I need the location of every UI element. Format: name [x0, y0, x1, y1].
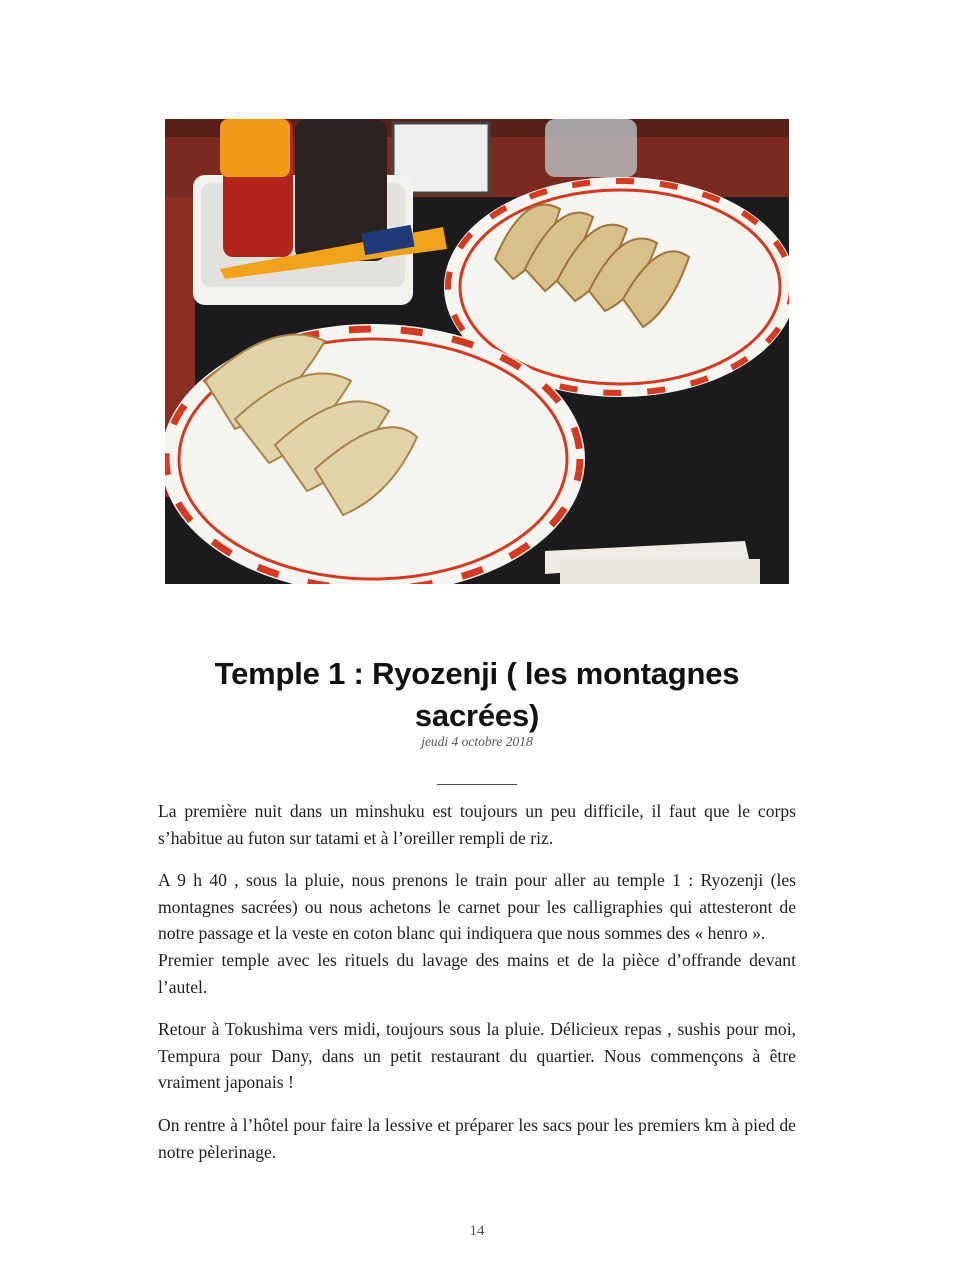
- article-date: jeudi 4 octobre 2018: [421, 734, 533, 749]
- title-line-1: Temple 1 : Ryozenji ( les montagnes: [214, 656, 740, 691]
- gyoza-plates-photo: [165, 119, 789, 584]
- paragraph: On rentre à l’hôtel pour faire la lessive et préparer les sacs pour les premiers km à pied de notre pèlerinage.: [158, 1114, 796, 1162]
- paragraph: Retour à Tokushima vers midi, toujours sous la pluie. Délicieux repas , sushis pour moi, Tempura pour Dany, dans un petit restaurant du quartier. Nous commençons à être vraiment japonais !: [158, 1019, 796, 1093]
- article-title: [160, 653, 794, 737]
- separator-line: __________: [437, 770, 517, 787]
- paragraph: A 9 h 40 , sous la pluie, nous prenons le train pour aller au temple 1 : Ryozenji (les montagnes sacrées) ou nous achetons le carnet pour les calligraphies qui attesteront de notre passage et la veste en coton blanc qui indiquera que nous sommes des « henro ».: [158, 870, 796, 944]
- title-line-2: sacrées): [414, 698, 540, 733]
- article-body: [158, 798, 796, 1165]
- page-number: 14: [469, 1223, 485, 1239]
- paragraph: La première nuit dans un minshuku est toujours un peu difficile, il faut que le corps s’habitue au futon sur tatami et à l’oreiller rempli de riz.: [158, 801, 796, 848]
- paragraph: Premier temple avec les rituels du lavage des mains et de la pièce d’offrande devant l’autel.: [158, 949, 796, 997]
